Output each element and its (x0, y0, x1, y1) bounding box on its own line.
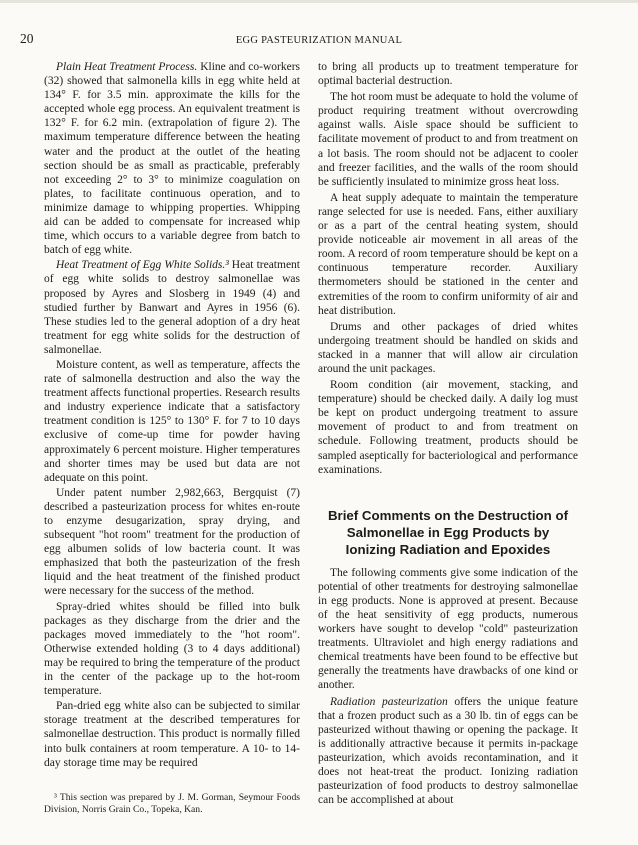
paragraph-patent: Under patent number 2,982,663, Bergquist (7) described a pasteurization process for whites en-route to enzyme desugarization, spray drying, and subsequent "hot room" treatment for the production of egg albumen solids of low bacteria count. It was emphasized that both the pasteurization of the fresh liquid and the heat treatment of the finished product were necessary for the success of the method. (44, 486, 300, 598)
paragraph-heat-treatment-solids: Heat Treatment of Egg White Solids.³ Heat treatment of egg white solids to destroy salmonellae was proposed by Ayres and Slosberg in 1949 (4) and studied further by Banwart and Ayres in 1956 (6). These studies led to the general adoption of a dry heat treatment for egg white solids for the destruction of salmonellae. (44, 259, 300, 356)
paragraph-plain-heat-treatment: Plain Heat Treatment Process. Kline and co-workers (32) showed that salmonella kills in egg white held at 134° F. for 3.5 min. approximate the kills for the accepted whole egg process. An equivalent treatment is 132° F. for 6.2 min. (extrapolation of figure 2). The maximum temperature difference between the heating water and the product at the outlet of the heating section should be as small as practicable, preferably not exceeding 2° to 3° to minimize coagulation on plates, to facilitate continuous operation, and to minimize damage to whipping properties. Whipping aid can be added to compensate for increased whip time, which occurs to a variable degree from batch to batch of egg white. (44, 61, 300, 257)
paragraph-heat-supply: A heat supply adequate to maintain the temperature range selected for use is needed. Fans, either auxiliary or as a part of the central heating system, should provide noticeable air movement in all areas of the room. A record of room temperature should be kept on a continuous temperature recorder. Auxiliary thermometers should be stationed in the center and extremities of the room to confirm uniformity of air and heat distribution. (318, 191, 578, 317)
paragraph-room-condition: Room condition (air movement, stacking, and temperature) should be checked daily. A daily log must be kept on product undergoing treatment to assure movement of product to and from treatment on schedule. Following treatment, products should be sampled aseptically for bacteriological and performance examinations. (318, 379, 578, 476)
paragraph-drums: Drums and other packages of dried whites undergoing treatment should be handled on skids and stacked in a manner that will allow air circulation around the unit packages. (318, 320, 578, 375)
page-number: 20 (20, 31, 34, 46)
left-column (44, 60, 300, 771)
paragraph-hot-room: The hot room must be adequate to hold the volume of product requiring treatment without overcrowding against walls. Aisle space should be sufficient to facilitate movement of product to and from treatment on a lot basis. The room should not be adjacent to cooler and freezer facilities, and the walls of the room should be sufficiently insulated to minimize gross heat loss. (318, 91, 578, 188)
right-column (318, 60, 578, 809)
paragraph-pan-dried: Pan-dried egg white also can be subjected to similar storage treatment at the described temperatures for salmonellae destruction. This product is normally filled into bulk containers at room temperature. A 10- to 14-day storage time may be required (44, 700, 300, 769)
top-rule (0, 0, 638, 3)
paragraph-following-comments: The following comments give some indication of the potential of other treatments for destroying salmonellae in egg products. None is approved at present. Because of the heat sensitivity of egg products, numerous workers have sought to develop "cold" pasteurization treatments. Ultraviolet and high energy radiations and chemical treatments have been found to be effective but generally the treatments have drawbacks of one kind or another. (318, 566, 578, 692)
paragraph-spray-dried: Spray-dried whites should be filled into bulk packages as they discharge from the drier and the packages moved immediately to the "hot room". Otherwise extended holding (3 to 4 days additional) may be required to bring the temperature of the product in the center of the package up to the hot-room temperature. (44, 600, 300, 698)
section-heading: Brief Comments on the Destruction of Salmonellae in Egg Products by Ionizing Radiation and Epoxides (327, 507, 569, 557)
paragraph-moisture-content: Moisture content, as well as temperature, affects the rate of salmonella destruction and also the way the treatment affects functional properties. Research results and industry experience indicate that a satisfactory treatment condition is 125° to 130° F. for 7 to 10 days exclusive of come-up time for powder having approximately 6 percent moisture. Higher temperatures and shorter times may be used but data are not adequate on this point. (44, 358, 300, 484)
paragraph-radiation-pasteurization: Radiation pasteurization offers the unique feature that a frozen product such as a 30 lb. tin of eggs can be pasteurized without thawing or opening the package. It is additionally attractive because it permits in-package pasteurization, which avoids recontamination, and it does not heat-treat the product. Ionizing radiation pasteurization of food products to destroy salmonellae can be accomplished at about (318, 695, 578, 807)
footnote: ³ This section was prepared by J. M. Gorman, Seymour Foods Division, Norris Grain Co., Topeka, Kan. (44, 792, 300, 815)
running-title: EGG PASTEURIZATION MANUAL (235, 35, 403, 46)
paragraph-continuation: to bring all products up to treatment temperature for optimal bacterial destruction. (318, 61, 578, 88)
